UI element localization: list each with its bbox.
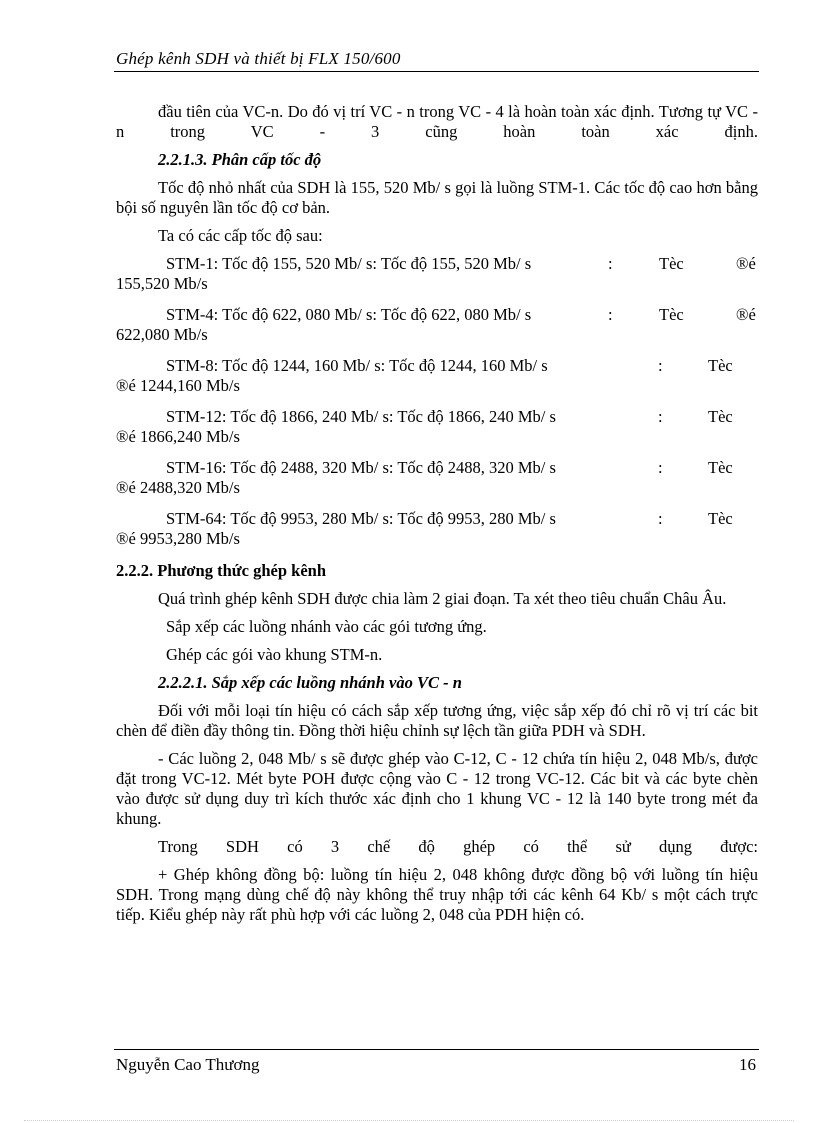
stm-row-colon: : <box>658 458 663 477</box>
header-divider <box>114 71 759 72</box>
stm-row-line1: STM-64: Tốc độ 9953, 280 Mb/ s: Tốc độ 9953, 280 Mb/ s <box>166 509 556 528</box>
stm-row-line2: 155,520 Mb/s <box>116 274 208 293</box>
footer-author: Nguyễn Cao Thương <box>116 1055 260 1074</box>
stm-row-line1: STM-8: Tốc độ 1244, 160 Mb/ s: Tốc độ 1244, 160 Mb/ s <box>166 356 548 375</box>
stm-row-re: ®é <box>736 305 756 324</box>
stm-row-tec: Tèc <box>708 509 733 528</box>
running-header-title: Ghép kênh SDH và thiết bị FLX 150/600 <box>116 49 401 68</box>
paragraph-process: Quá trình ghép kênh SDH được chia làm 2 giai đoạn. Ta xét theo tiêu chuẩn Châu Âu. <box>158 589 727 608</box>
list-item: Sắp xếp các luồng nhánh vào các gói tương ứng. <box>166 617 487 636</box>
stm-row-tec: Tèc <box>659 305 684 324</box>
stm-row-colon: : <box>658 509 663 528</box>
heading-2-2-1-3: 2.2.1.3. Phân cấp tốc độ <box>158 150 322 169</box>
stm-list <box>116 254 758 549</box>
stm-row-line2: 622,080 Mb/s <box>116 325 208 344</box>
stm-row-colon: : <box>658 407 663 426</box>
stm-row-tec: Tèc <box>708 356 733 375</box>
page-content <box>116 102 758 933</box>
paragraph-streams: - Các luồng 2, 048 Mb/ s sẽ được ghép vào C-12, C - 12 chứa tín hiệu 2, 048 Mb/s, được đặt trong VC-12. Mét byte POH được cộng vào C - 12 trong VC-12. Các bit và các byte chèn vào được sử dụng duy trì kích thước xác định cho 1 khung VC - 12 là 140 byte trong mét đa khung. <box>116 749 758 828</box>
stm-row <box>116 356 758 396</box>
heading-2-2-2-1: 2.2.2.1. Sắp xếp các luồng nhánh vào VC - n <box>158 673 462 692</box>
paragraph-intro: đầu tiên của VC-n. Do đó vị trí VC - n trong VC - 4 là hoàn toàn xác định. Tương tự VC - n trong VC - 3 cũng hoàn toàn xác định. <box>116 102 758 141</box>
stm-row-colon: : <box>608 305 613 324</box>
stm-row-line2: ®é 1866,240 Mb/s <box>116 427 240 446</box>
stm-row-tec: Tèc <box>708 407 733 426</box>
paragraph-speed: Tốc độ nhỏ nhất của SDH là 155, 520 Mb/ s gọi là luồng STM-1. Các tốc độ cao hơn bằng bội số nguyên lần tốc độ cơ bản. <box>116 178 758 217</box>
paragraph-levels: Ta có các cấp tốc độ sau: <box>158 226 323 245</box>
stm-row <box>116 509 758 549</box>
stm-row-tec: Tèc <box>708 458 733 477</box>
stm-row-line1: STM-4: Tốc độ 622, 080 Mb/ s: Tốc độ 622, 080 Mb/ s <box>166 305 532 324</box>
stm-row-line1: STM-1: Tốc độ 155, 520 Mb/ s: Tốc độ 155, 520 Mb/ s <box>166 254 532 273</box>
stm-row-tec: Tèc <box>659 254 684 273</box>
heading-2-2-2: 2.2.2. Phương thức ghép kênh <box>116 561 327 580</box>
stm-row <box>116 305 758 345</box>
stm-row-line1: STM-16: Tốc độ 2488, 320 Mb/ s: Tốc độ 2488, 320 Mb/ s <box>166 458 556 477</box>
paragraph-async: + Ghép không đồng bộ: luồng tín hiệu 2, 048 không được đồng bộ với luồng tín hiệu SDH. Trong mạng dùng chế độ này không thể truy nhập tới các kênh 64 Kb/ s một cách trực tiếp. Kiểu ghép này rất phù hợp với các luồng 2, 048 của PDH hiện có. <box>116 865 758 924</box>
paragraph-signal: Đối với mỗi loại tín hiệu có cách sắp xếp tương ứng, việc sắp xếp đó chỉ rõ vị trí các bit chèn để điền đầy thông tin. Đồng thời hiệu chỉnh sự lệch tần giữa PDH và SDH. <box>116 701 758 740</box>
list-item: Ghép các gói vào khung STM-n. <box>166 645 383 664</box>
stm-row <box>116 254 758 294</box>
paragraph-modes: Trong SDH có 3 chế độ ghép có thể sử dụng được: <box>158 837 758 856</box>
stm-row <box>116 458 758 498</box>
stm-row <box>116 407 758 447</box>
stm-row-line2: ®é 1244,160 Mb/s <box>116 376 240 395</box>
page-edge <box>24 1120 794 1121</box>
footer-divider <box>114 1049 759 1050</box>
stm-row-colon: : <box>608 254 613 273</box>
stm-row-line1: STM-12: Tốc độ 1866, 240 Mb/ s: Tốc độ 1866, 240 Mb/ s <box>166 407 556 426</box>
stm-row-re: ®é <box>736 254 756 273</box>
page-number: 16 <box>739 1055 756 1074</box>
stm-row-colon: : <box>658 356 663 375</box>
stm-row-line2: ®é 9953,280 Mb/s <box>116 529 240 548</box>
stm-row-line2: ®é 2488,320 Mb/s <box>116 478 240 497</box>
